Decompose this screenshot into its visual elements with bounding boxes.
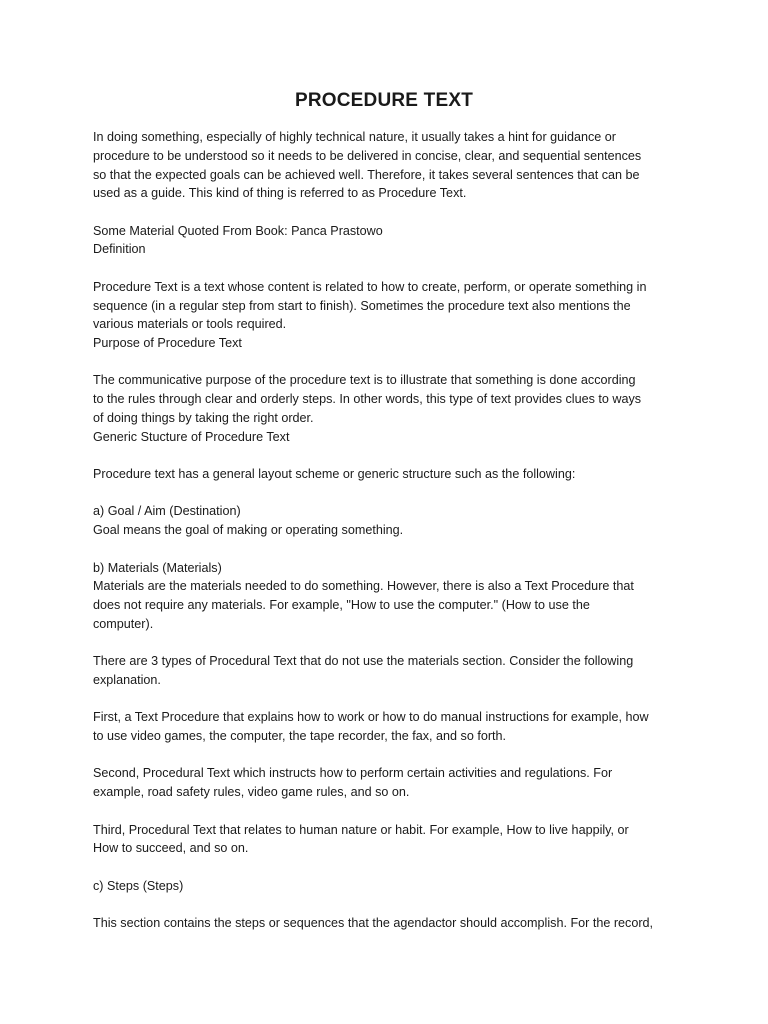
text-line: Goal means the goal of making or operating something. (93, 523, 404, 538)
text-line: There are 3 types of Procedural Text that do not use the materials section. Consider the following (93, 654, 634, 669)
text-line: b) Materials (Materials) (93, 560, 222, 575)
text-line: Second, Procedural Text which instructs how to perform certain activities and regulations. For (93, 766, 613, 781)
text-line: Procedure text has a general layout scheme or generic structure such as the following: (93, 467, 576, 482)
text-line: c) Steps (Steps) (93, 878, 184, 893)
text-line: Definition (93, 242, 146, 257)
text-line: various materials or tools required. (93, 317, 287, 332)
text-line: a) Goal / Aim (Destination) (93, 504, 241, 519)
paragraph-gap (93, 895, 681, 914)
text-line: Procedure Text is a text whose content is related to how to create, perform, or operate something in (93, 279, 647, 294)
paragraph-gap (93, 746, 681, 765)
text-line: computer). (93, 616, 154, 631)
paragraph-gap (93, 690, 681, 709)
text-line: The communicative purpose of the procedure text is to illustrate that something is done according (93, 373, 636, 388)
paragraph-gap (93, 447, 681, 466)
paragraph-gap (93, 802, 681, 821)
paragraph-gap (93, 259, 681, 278)
text-line: In doing something, especially of highly technical nature, it usually takes a hint for guidance or (93, 130, 616, 144)
text-line: explanation. (93, 673, 161, 688)
paragraph-gap (93, 353, 681, 372)
text-line: Purpose of Procedure Text (93, 336, 242, 351)
text-line: Materials are the materials needed to do something. However, there is also a Text Procedure that (93, 579, 634, 594)
text-line: to use video games, the computer, the tape recorder, the fax, and so forth. (93, 729, 507, 744)
text-line: does not require any materials. For example, "How to use the computer." (How to use the (93, 598, 590, 613)
paragraph-gap (93, 540, 681, 559)
text-line: Some Material Quoted From Book: Panca Prastowo (93, 223, 383, 238)
text-line: procedure to be understood so it needs to be delivered in concise, clear, and sequential sentences (93, 148, 642, 163)
text-line: sequence (in a regular step from start to finish). Sometimes the procedure text also mentions the (93, 298, 631, 313)
text-line: example, road safety rules, video game rules, and so on. (93, 785, 410, 800)
paragraph-gap (93, 484, 681, 503)
text-line: of doing things by taking the right order. (93, 411, 314, 426)
text-line: to the rules through clear and orderly steps. In other words, this type of text provides clues to ways (93, 392, 642, 407)
text-line: Generic Stucture of Procedure Text (93, 429, 290, 444)
paragraph-gap (93, 203, 681, 222)
paragraph-gap (93, 634, 681, 653)
document-body (93, 128, 681, 933)
text-line: This section contains the steps or sequences that the agendactor should accomplish. For the record, (93, 915, 654, 930)
document-title: PROCEDURE TEXT (294, 90, 474, 111)
text-line: Third, Procedural Text that relates to human nature or habit. For example, How to live happily, or (93, 822, 629, 837)
text-line: How to succeed, and so on. (93, 841, 249, 856)
text-line: so that the expected goals can be achieved well. Therefore, it takes several sentences that can be (93, 167, 640, 182)
paragraph-gap (93, 858, 681, 877)
text-line: used as a guide. This kind of thing is referred to as Procedure Text. (93, 186, 467, 201)
text-line: First, a Text Procedure that explains how to work or how to do manual instructions for example, how (93, 710, 649, 725)
